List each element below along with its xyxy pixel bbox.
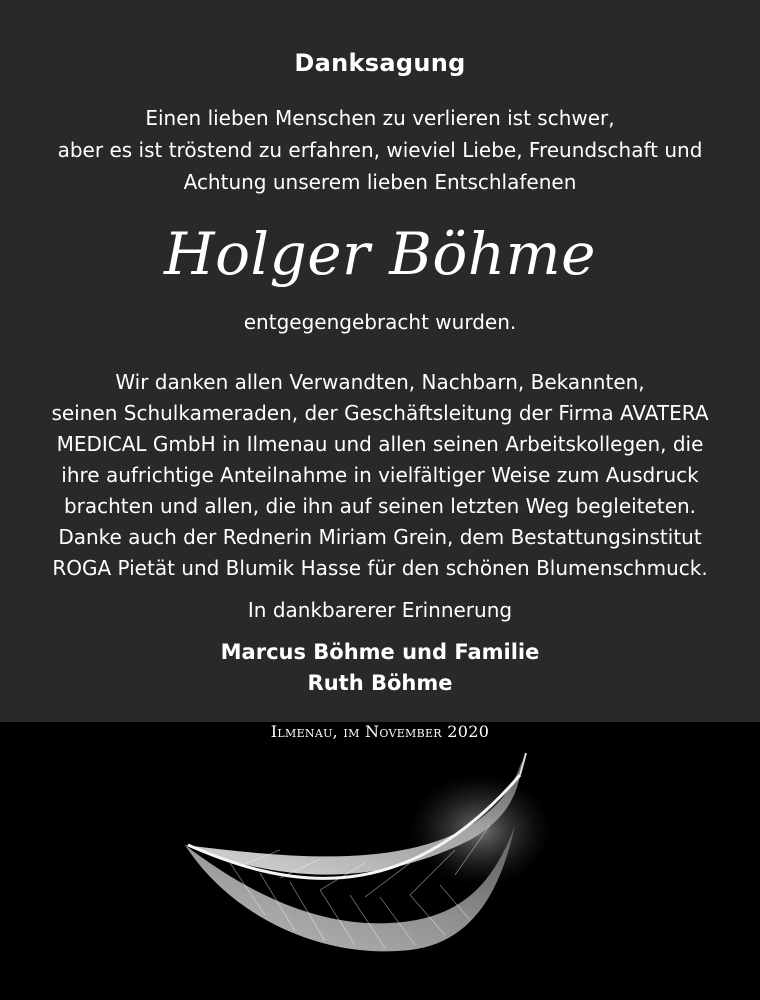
closing-text: In dankbarerer Erinnerung [247,598,513,622]
place-date: Ilmenau, im November 2020 [270,722,490,741]
intro-line: Einen lieben Menschen zu verlieren ist schwer, [145,106,615,130]
thanks-line: Danke auch der Rednerin Miriam Grein, dem Bestattungsinstitut [58,525,702,549]
thanks-line: brachten und allen, die ihn auf seinen letzten Weg begleiteten. [63,494,697,518]
thanks-line: ROGA Pietät und Blumik Hasse für den schönen Blumenschmuck. [52,556,708,580]
feather-icon [170,745,570,1000]
thanks-line: MEDICAL GmbH in Ilmenau und allen seinen Arbeitskollegen, die [56,432,704,456]
notice-title: Danksagung [294,49,466,77]
after-name-text: entgegengebracht wurden. [243,310,517,334]
signature-primary: Marcus Böhme und Familie [220,640,540,664]
thanks-line: ihre aufrichtige Anteilnahme in vielfältiger Weise zum Ausdruck [61,463,699,487]
thanks-line: seinen Schulkameraden, der Geschäftsleitung der Firma AVATERA [51,401,709,425]
intro-line: Achtung unserem lieben Entschlafenen [183,170,577,194]
intro-line: aber es ist tröstend zu erfahren, wieviel Liebe, Freundschaft und [57,138,703,162]
thanks-line: Wir danken allen Verwandten, Nachbarn, Bekannten, [115,370,645,394]
deceased-name: Holger Böhme [164,220,596,288]
signature-secondary: Ruth Böhme [307,671,453,695]
thanks-text [0,367,760,584]
intro-text [0,102,760,198]
